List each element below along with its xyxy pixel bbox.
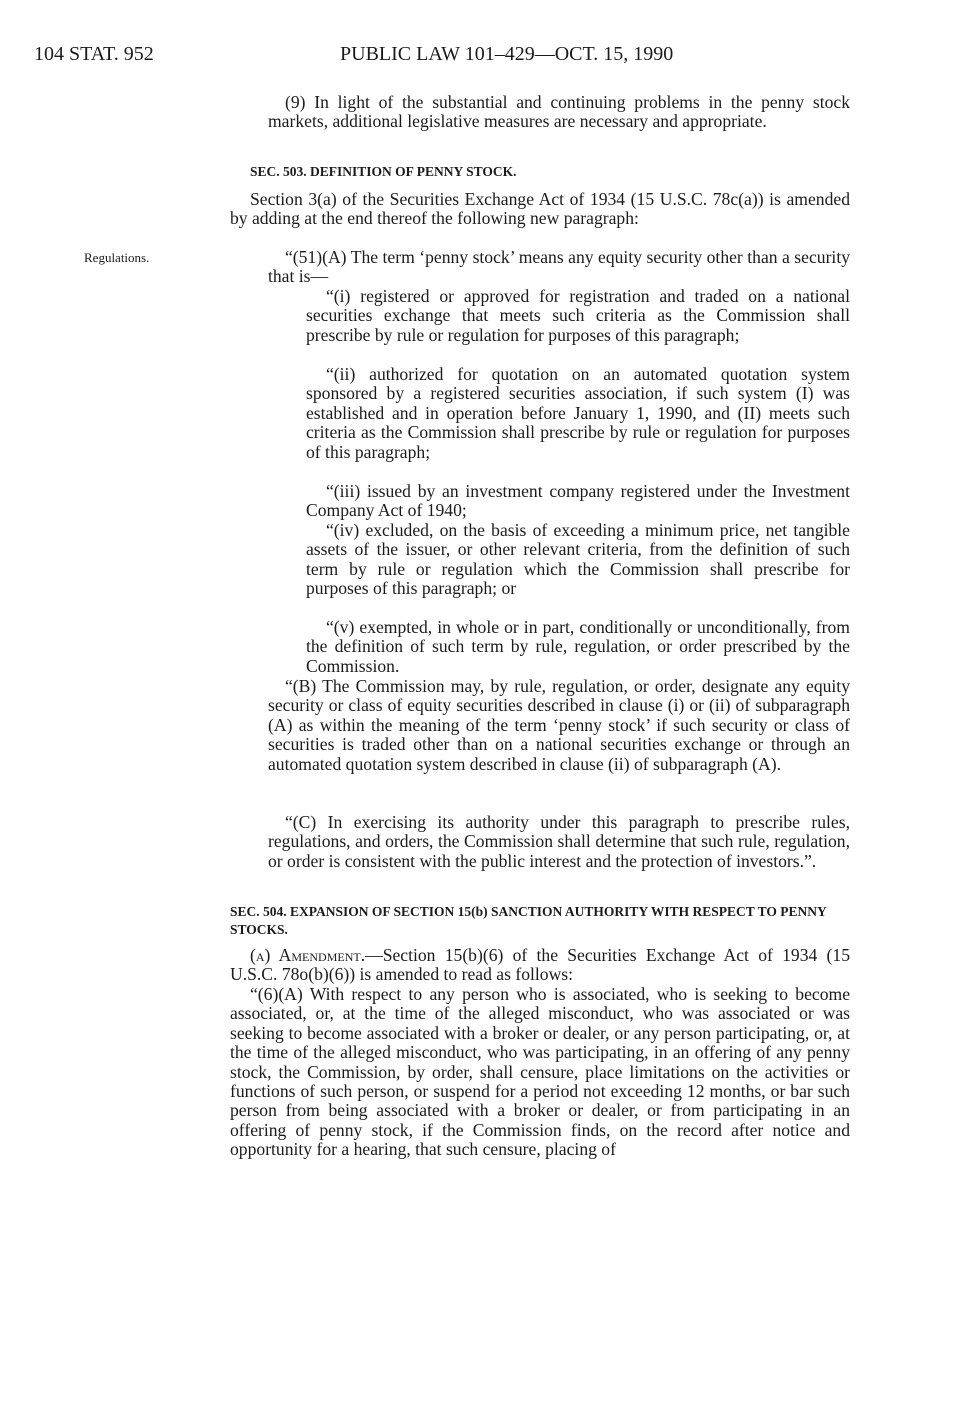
statute-page-number: 104 STAT. 952 bbox=[34, 43, 154, 65]
clause-i: “(i) registered or approved for registration and traded on a national securities exchange that meets such criteria as the Commission shall prescribe by rule or regulation for purposes of this paragraph; bbox=[306, 286, 850, 345]
clause-iii: “(iii) issued by an investment company registered under the Investment Company Act of 1940; bbox=[306, 481, 850, 521]
section-504-a-label: (a) Amendment. bbox=[250, 945, 366, 965]
paragraph-9: (9) In light of the substantial and continuing problems in the penny stock markets, additional legislative measures are necessary and appropriate. bbox=[268, 92, 850, 132]
clause-v: “(v) exempted, in whole or in part, conditionally or unconditionally, from the definition of such term by rule, regulation, or order prescribed by the Commission. bbox=[306, 617, 850, 676]
section-503-heading: SEC. 503. DEFINITION OF PENNY STOCK. bbox=[250, 164, 517, 179]
paragraph-51-A: “(51)(A) The term ‘penny stock’ means any equity security other than a security that is— bbox=[268, 247, 850, 287]
section-504-a-text: —Section 15(b)(6) of the Securities Exchange Act of 1934 (15 U.S.C. 78o(b)(6)) is amended to read as follows: bbox=[230, 945, 850, 985]
paragraph-B: “(B) The Commission may, by rule, regulation, or order, designate any equity security or class of equity securities described in clause (i) or (ii) of subparagraph (A) as within the meaning of the term ‘penny stock’ if such security or class of securities is traded other than on a national securities exchange or through an automated quotation system described in clause (ii) of subparagraph (A). bbox=[268, 676, 850, 774]
margin-note-regulations: Regulations. bbox=[84, 250, 150, 265]
clause-ii: “(ii) authorized for quotation on an automated quotation system sponsored by a registered securities association, if such system (I) was established and in operation before January 1, 1990, and (II) meets such criteria as the Commission shall prescribe by rule or regulation for purposes of this paragraph; bbox=[306, 364, 850, 462]
paragraph-6-A: “(6)(A) With respect to any person who is associated, who is seeking to become associated, or, at the time of the alleged misconduct, who was associated or was seeking to become associated with a broker or dealer, or any person participating, or, at the time of the alleged misconduct, who was participating, in an offering of any penny stock, the Commission, by order, shall censure, place limitations on the activities or functions of such person, or suspend for a period not exceeding 12 months, or bar such person from being associated with a broker or dealer, or from participating in an offering of penny stock, if the Commission finds, on the record after notice and opportunity for a hearing, that such censure, placing of bbox=[230, 984, 850, 1160]
section-504-a bbox=[230, 946, 850, 985]
section-504-heading bbox=[230, 903, 850, 939]
public-law-title: PUBLIC LAW 101–429—OCT. 15, 1990 bbox=[340, 43, 674, 65]
page-header bbox=[34, 43, 923, 69]
clause-iv: “(iv) excluded, on the basis of exceeding a minimum price, net tangible assets of the issuer, or other relevant criteria, from the definition of such term by rule or regulation which the Commission shall prescribe for purposes of this paragraph; or bbox=[306, 520, 850, 599]
section-503-intro: Section 3(a) of the Securities Exchange Act of 1934 (15 U.S.C. 78c(a)) is amended by adding at the end thereof the following new paragraph: bbox=[230, 189, 850, 229]
section-504-heading-text: SEC. 504. EXPANSION OF SECTION 15(b) SANCTION AUTHORITY WITH RESPECT TO PENNY STOCKS. bbox=[230, 904, 827, 937]
paragraph-C: “(C) In exercising its authority under this paragraph to prescribe rules, regulations, and orders, the Commission shall determine that such rule, regulation, or order is consistent with the public interest and the protection of investors.”. bbox=[268, 812, 850, 871]
